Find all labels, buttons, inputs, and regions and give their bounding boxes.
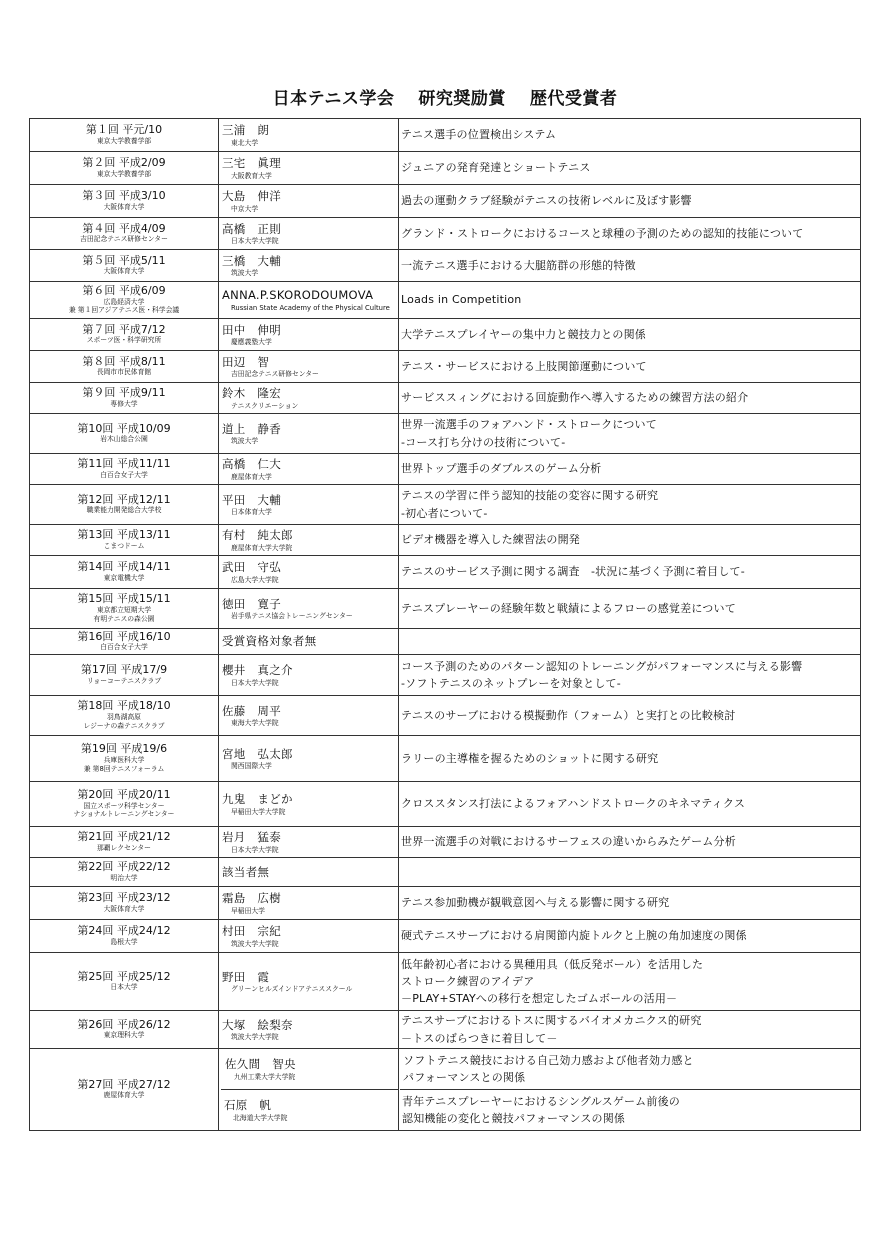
award-venue: 兼 第8回テニスフォーラム — [83, 764, 165, 773]
research-topic-line: テニスのサーブにおける模擬動作（フォーム）と実打との比較検討 — [401, 708, 736, 722]
award-venue: 職業能力開発総合大学校 — [86, 506, 162, 515]
award-meta-cell — [30, 696, 219, 736]
award-venue: 日本大学 — [110, 983, 138, 992]
award-venue: 吉田記念テニス研修センター — [80, 235, 168, 244]
award-venue: 岩木山総合公園 — [100, 435, 148, 444]
award-edition: 第11回 平成11/11 — [77, 457, 171, 471]
research-topic-line: ビデオ機器を導入した練習法の開発 — [401, 533, 580, 547]
research-topic-line: 青年テニスプレーヤーにおけるシングルスゲーム前後の — [402, 1094, 680, 1108]
table-row — [30, 485, 861, 525]
research-topic-line: クロススタンス打法によるフォアハンドストロークのキネマティクス — [401, 797, 746, 811]
award-venue: 有明テニスの森公園 — [93, 614, 155, 623]
award-venue: 白百合女子大学 — [100, 470, 148, 479]
recipient-affiliation: 大阪教育大学 — [231, 171, 272, 180]
award-venue: 大阪体育大学 — [103, 202, 145, 211]
title-org: 日本テニス学会 — [272, 89, 395, 109]
recipient-cell — [219, 119, 399, 152]
recipient-name: 平田 大輔 — [222, 492, 281, 507]
research-topic-line: －トスのばらつきに着目して－ — [401, 1031, 558, 1045]
award-edition: 第23回 平成23/12 — [77, 891, 171, 905]
award-venue: 専修大学 — [110, 399, 138, 408]
award-edition: 第25回 平成25/12 — [77, 969, 171, 983]
awards-table — [29, 118, 861, 1131]
recipient-affiliation: 日本大学大学院 — [231, 845, 279, 854]
research-topic-line: テニスのサービス予測に関する調査 -状況に基づく予測に着目して- — [401, 565, 745, 579]
recipient-name: 宮地 弘太郎 — [222, 746, 293, 761]
research-topic-line: ジュニアの発育発達とショートテニス — [401, 161, 591, 175]
recipient-affiliation: 早稲田大学大学院 — [231, 807, 286, 816]
award-meta-cell — [30, 1049, 219, 1131]
recipient-cell — [219, 696, 399, 736]
research-topic-block — [400, 1089, 861, 1130]
award-venue: 東京大学教養学部 — [96, 136, 152, 145]
award-meta-cell — [30, 454, 219, 485]
award-meta-cell — [30, 351, 219, 383]
recipient-cell — [219, 1049, 399, 1131]
table-row — [30, 218, 861, 250]
award-venue: 兼 第１回アジアテニス医・科学会議 — [68, 306, 180, 315]
recipient-name: 村田 宗紀 — [222, 924, 281, 939]
research-topic-line: -初心者について- — [401, 506, 488, 520]
research-topic-line: 過去の運動クラブ経験がテニスの技術レベルに及ぼす影響 — [401, 194, 692, 208]
research-topic-line: テニス選手の位置検出システム — [401, 128, 557, 142]
recipient-cell — [219, 485, 399, 525]
research-topic-cell — [399, 250, 861, 282]
recipient-affiliation: グリーンヒルズインドアテニススクール — [231, 985, 353, 994]
award-venue: 国立スポーツ科学センター — [83, 801, 165, 810]
table-row — [30, 383, 861, 414]
research-topic-line: テニス・サービスにおける上肢関節運動について — [401, 359, 647, 373]
award-meta-cell — [30, 250, 219, 282]
recipient-cell — [219, 1011, 399, 1049]
recipient-name: 受賞資格対象者無 — [222, 634, 317, 649]
recipient-name: 道上 静香 — [222, 421, 281, 436]
research-topic-cell — [399, 319, 861, 351]
award-meta-cell — [30, 119, 219, 152]
recipient-cell — [219, 218, 399, 250]
award-venue: 兵庫医科大学 — [103, 756, 145, 764]
research-topic-cell — [399, 887, 861, 920]
recipient-name: 櫻井 真之介 — [222, 663, 293, 678]
award-edition: 第27回 平成27/12 — [77, 1077, 171, 1091]
recipient-affiliation: 慶應義塾大学 — [231, 338, 272, 347]
award-meta-cell — [30, 319, 219, 351]
research-topic-line: ソフトテニス競技における自己効力感および他者効力感と — [403, 1053, 694, 1067]
award-venue: 東京理科大学 — [103, 1031, 145, 1040]
award-meta-cell — [30, 282, 219, 319]
award-meta-cell — [30, 1011, 219, 1049]
recipient-affiliation: 中京大学 — [231, 204, 259, 213]
recipient-name: 三浦 朗 — [222, 123, 270, 138]
recipient-affiliation: 東海大学大学院 — [231, 719, 279, 728]
research-topic-line: パフォーマンスとの関係 — [403, 1071, 526, 1084]
award-meta-cell — [30, 485, 219, 525]
recipient-cell — [219, 185, 399, 218]
award-meta-cell — [30, 782, 219, 827]
recipient-cell — [219, 736, 399, 782]
recipient-cell — [219, 454, 399, 485]
recipient-affiliation: 北海道大学大学院 — [233, 1113, 288, 1122]
research-topic-cell — [399, 383, 861, 414]
award-venue: 長岡市市民体育館 — [96, 368, 152, 377]
recipient-affiliation: 岩手県テニス協会トレーニングセンター — [231, 612, 353, 621]
recipient-name: 佐藤 周平 — [222, 703, 281, 718]
research-topic-line: ストローク練習のアイデア — [401, 974, 535, 988]
award-venue: スポーツ医・科学研究所 — [86, 336, 162, 345]
recipient-name: 徳田 寛子 — [222, 596, 281, 611]
recipient-affiliation: 筑波大学 — [231, 437, 259, 446]
research-topic-line: テニス参加動機が観戦意図へ与える影響に関する研究 — [401, 896, 670, 910]
award-venue: 広島経済大学 — [103, 297, 145, 306]
recipient-cell — [219, 556, 399, 589]
research-topic-cell — [399, 152, 861, 185]
research-topic-cell — [399, 414, 861, 454]
research-topic-block — [401, 1049, 860, 1089]
award-venue: レジーナの森テニスクラブ — [83, 721, 165, 730]
award-edition: 第16回 平成16/10 — [77, 629, 171, 643]
recipient-cell — [219, 383, 399, 414]
award-edition: 第７回 平成7/12 — [82, 322, 166, 336]
award-edition: 第８回 平成8/11 — [82, 354, 166, 368]
table-row — [30, 696, 861, 736]
research-topic-line: 世界一流選手の対戦におけるサーフェスの違いからみたゲーム分析 — [401, 835, 736, 849]
award-edition: 第12回 平成12/11 — [77, 492, 171, 506]
award-meta-cell — [30, 827, 219, 858]
recipient-name: 三橋 大輔 — [222, 253, 281, 268]
award-venue: 鹿屋体育大学 — [103, 1091, 145, 1100]
research-topic-line: -ソフトテニスのネットプレーを対象として- — [401, 677, 621, 690]
award-meta-cell — [30, 556, 219, 589]
award-edition: 第３回 平成3/10 — [82, 189, 166, 203]
research-topic-cell — [399, 858, 861, 887]
award-meta-cell — [30, 887, 219, 920]
award-edition: 第５回 平成5/11 — [82, 253, 166, 267]
recipient-name: 有村 純太郎 — [222, 528, 293, 543]
recipient-affiliation: 鹿屋体育大学 — [231, 472, 272, 481]
award-venue: 那覇レクセンター — [97, 843, 151, 852]
award-venue: ナショナルトレーニングセンター — [73, 810, 175, 819]
recipient-name: 九鬼 まどか — [222, 792, 293, 807]
recipient-affiliation: 東北大学 — [231, 138, 259, 147]
recipient-name: 該当者無 — [222, 864, 270, 879]
research-topic-cell — [399, 1049, 861, 1131]
research-topic-cell — [399, 218, 861, 250]
recipient-affiliation: 関西国際大学 — [231, 762, 272, 771]
award-edition: 第６回 平成6/09 — [82, 283, 166, 297]
research-topic-cell — [399, 629, 861, 655]
award-venue: 明治大学 — [110, 873, 138, 882]
award-edition: 第２回 平成2/09 — [82, 156, 166, 170]
research-topic-line: Loads in Competition — [401, 293, 522, 307]
award-meta-cell — [30, 185, 219, 218]
recipient-name: 鈴木 隆宏 — [222, 386, 281, 401]
table-row — [30, 827, 861, 858]
table-row — [30, 250, 861, 282]
recipient-cell — [219, 282, 399, 319]
award-edition: 第15回 平成15/11 — [77, 592, 171, 606]
recipient-cell — [219, 827, 399, 858]
page-title — [0, 84, 890, 109]
table-row — [30, 589, 861, 629]
research-topic-cell — [399, 185, 861, 218]
award-edition: 第21回 平成21/12 — [77, 830, 171, 844]
table-row — [30, 782, 861, 827]
recipient-cell — [219, 152, 399, 185]
recipient-cell — [219, 920, 399, 953]
award-edition: 第14回 平成14/11 — [77, 560, 171, 574]
research-topic-cell — [399, 485, 861, 525]
recipient-affiliation: 日本大学大学院 — [231, 678, 279, 687]
research-topic-cell — [399, 589, 861, 629]
research-topic-cell — [399, 736, 861, 782]
award-meta-cell — [30, 152, 219, 185]
award-edition: 第１回 平元/10 — [85, 123, 163, 137]
research-topic-cell — [399, 655, 861, 696]
table-row — [30, 152, 861, 185]
recipient-cell — [219, 319, 399, 351]
table-row — [30, 655, 861, 696]
table-row — [30, 319, 861, 351]
title-award: 研究奨励賞 — [418, 89, 506, 109]
research-topic-line: サービススィングにおける回旋動作へ導入するための練習方法の紹介 — [401, 391, 749, 405]
recipient-name: 田辺 智 — [222, 354, 270, 369]
recipient-cell — [219, 858, 399, 887]
award-meta-cell — [30, 383, 219, 414]
table-row — [30, 736, 861, 782]
research-topic-cell — [399, 782, 861, 827]
research-topic-line: グランド・ストロークにおけるコースと球種の予測のための認知的技能について — [401, 226, 804, 240]
table-row — [30, 119, 861, 152]
recipient-affiliation: 筑波大学 — [231, 269, 259, 278]
table-row — [30, 887, 861, 920]
recipient-cell — [219, 629, 399, 655]
recipient-name: 大塚 絵梨奈 — [222, 1017, 293, 1032]
award-edition: 第24回 平成24/12 — [77, 924, 171, 938]
award-meta-cell — [30, 736, 219, 782]
recipient-block — [221, 1089, 399, 1130]
award-meta-cell — [30, 920, 219, 953]
recipient-affiliation: 九州工業大学大学院 — [234, 1072, 296, 1081]
title-list: 歴代受賞者 — [529, 89, 618, 109]
recipient-name: 武田 守弘 — [222, 560, 281, 575]
award-edition: 第22回 平成22/12 — [77, 860, 171, 874]
research-topic-line: 大学テニスプレイヤーの集中力と競技力との関係 — [401, 327, 646, 341]
table-row — [30, 414, 861, 454]
research-topic-line: テニスサーブにおけるトスに関するバイオメカニクス的研究 — [401, 1014, 702, 1028]
award-venue: 大阪体育大学 — [103, 267, 145, 276]
table-row — [30, 920, 861, 953]
award-meta-cell — [30, 218, 219, 250]
award-edition: 第26回 平成26/12 — [77, 1017, 171, 1031]
research-topic-cell — [399, 556, 861, 589]
recipient-name: 田中 伸明 — [222, 322, 281, 337]
table-row — [30, 185, 861, 218]
award-venue: こまつドーム — [103, 541, 145, 550]
table-row — [30, 1011, 861, 1049]
award-meta-cell — [30, 629, 219, 655]
research-topic-line: 認知機能の変化と競技パフォーマンスの関係 — [402, 1112, 626, 1125]
award-venue: 大阪体育大学 — [103, 904, 145, 913]
award-venue: リョーコーテニスクラブ — [86, 676, 162, 685]
recipient-name: 野田 霞 — [222, 969, 270, 984]
recipient-cell — [219, 782, 399, 827]
research-topic-line: ラリーの主導権を握るためのショットに関する研究 — [401, 751, 659, 765]
research-topic-line: 世界トップ選手のダブルスのゲーム分析 — [401, 462, 602, 476]
recipient-name: 石原 帆 — [224, 1098, 272, 1113]
recipient-name: 三宅 眞理 — [222, 156, 281, 171]
research-topic-cell — [399, 525, 861, 556]
award-venue: 島根大学 — [110, 937, 138, 946]
research-topic-cell — [399, 827, 861, 858]
research-topic-cell — [399, 454, 861, 485]
research-topic-line: テニスプレーヤーの経験年数と戦績によるフローの感覚差について — [401, 601, 736, 615]
research-topic-line: 硬式テニスサーブにおける肩関節内旋トルクと上腕の角加速度の関係 — [401, 929, 747, 943]
recipient-affiliation: 筑波大学大学院 — [231, 1033, 279, 1042]
award-edition: 第10回 平成10/09 — [77, 421, 171, 435]
recipient-name: 大島 伸洋 — [222, 189, 281, 204]
research-topic-cell — [399, 282, 861, 319]
research-topic-line: -コース打ち分けの技術について- — [401, 435, 566, 449]
research-topic-line: 世界一流選手のフォアハンド・ストロークについて — [401, 418, 657, 432]
recipient-cell — [219, 250, 399, 282]
award-meta-cell — [30, 525, 219, 556]
award-meta-cell — [30, 655, 219, 696]
recipient-cell — [219, 655, 399, 696]
award-meta-cell — [30, 589, 219, 629]
award-edition: 第４回 平成4/09 — [82, 221, 166, 235]
recipient-cell — [219, 414, 399, 454]
recipient-affiliation: 広島大学大学院 — [231, 575, 279, 584]
award-meta-cell — [30, 953, 219, 1011]
award-meta-cell — [30, 414, 219, 454]
recipient-name: 高橋 仁大 — [222, 457, 281, 472]
research-topic-cell — [399, 920, 861, 953]
research-topic-line: 低年齢初心者における異種用具（低反発ボール）を活用した — [401, 957, 704, 971]
recipient-name: 岩月 猛泰 — [222, 830, 281, 845]
recipient-name: ANNA.P.SKORODOUMOVA — [222, 288, 374, 303]
award-edition: 第20回 平成20/11 — [77, 787, 171, 801]
recipient-name: 高橋 正則 — [222, 221, 281, 236]
recipient-block — [222, 1049, 398, 1089]
research-topic-cell — [399, 119, 861, 152]
recipient-affiliation: テニスクリエーション — [231, 401, 299, 410]
recipient-affiliation: 鹿屋体育大学大学院 — [231, 543, 293, 552]
award-edition: 第18回 平成18/10 — [77, 699, 171, 713]
recipient-affiliation: 日本体育大学 — [231, 508, 272, 517]
recipient-name: 霜島 広樹 — [222, 891, 281, 906]
recipient-cell — [219, 887, 399, 920]
research-topic-line: テニスの学習に伴う認知的技能の変容に関する研究 — [401, 489, 659, 503]
table-row — [30, 953, 861, 1011]
research-topic-line: 一流テニス選手における大腿筋群の形態的特徴 — [401, 258, 636, 272]
award-venue: 白百合女子大学 — [100, 643, 148, 652]
recipient-name: 佐久間 智央 — [225, 1057, 296, 1072]
table-row — [30, 525, 861, 556]
recipient-cell — [219, 953, 399, 1011]
recipient-affiliation: 日本大学大学院 — [231, 237, 279, 246]
recipient-affiliation: Russian State Academy of the Physical Culture — [231, 303, 390, 312]
award-venue: 東京都立短期大学 — [96, 606, 152, 614]
recipient-affiliation: 早稲田大学 — [231, 906, 265, 915]
table-row — [30, 282, 861, 319]
award-venue: 東京大学教養学部 — [96, 169, 152, 178]
recipient-cell — [219, 351, 399, 383]
award-venue: 羽鳥湖高原 — [107, 713, 141, 721]
award-edition: 第17回 平成17/9 — [80, 663, 168, 677]
award-edition: 第９回 平成9/11 — [82, 386, 166, 400]
table-row — [30, 858, 861, 887]
award-edition: 第19回 平成19/6 — [80, 742, 168, 756]
awards-table-body — [30, 119, 861, 1131]
recipient-cell — [219, 589, 399, 629]
recipient-affiliation: 吉田記念テニス研修センター — [231, 370, 319, 379]
recipient-affiliation: 筑波大学大学院 — [231, 939, 279, 948]
research-topic-cell — [399, 953, 861, 1011]
research-topic-cell — [399, 696, 861, 736]
table-row — [30, 351, 861, 383]
research-topic-line: －PLAY+STAYへの移行を想定したゴムボールの活用－ — [401, 992, 678, 1006]
award-meta-cell — [30, 858, 219, 887]
award-venue: 東京電機大学 — [103, 573, 145, 582]
research-topic-cell — [399, 1011, 861, 1049]
research-topic-cell — [399, 351, 861, 383]
award-edition: 第13回 平成13/11 — [77, 528, 171, 542]
recipient-cell — [219, 525, 399, 556]
research-topic-line: コース予測のためのパターン認知のトレーニングがパフォーマンスに与える影響 — [401, 659, 803, 673]
table-row — [30, 454, 861, 485]
table-row — [30, 629, 861, 655]
table-row — [30, 556, 861, 589]
table-row — [30, 1049, 861, 1131]
